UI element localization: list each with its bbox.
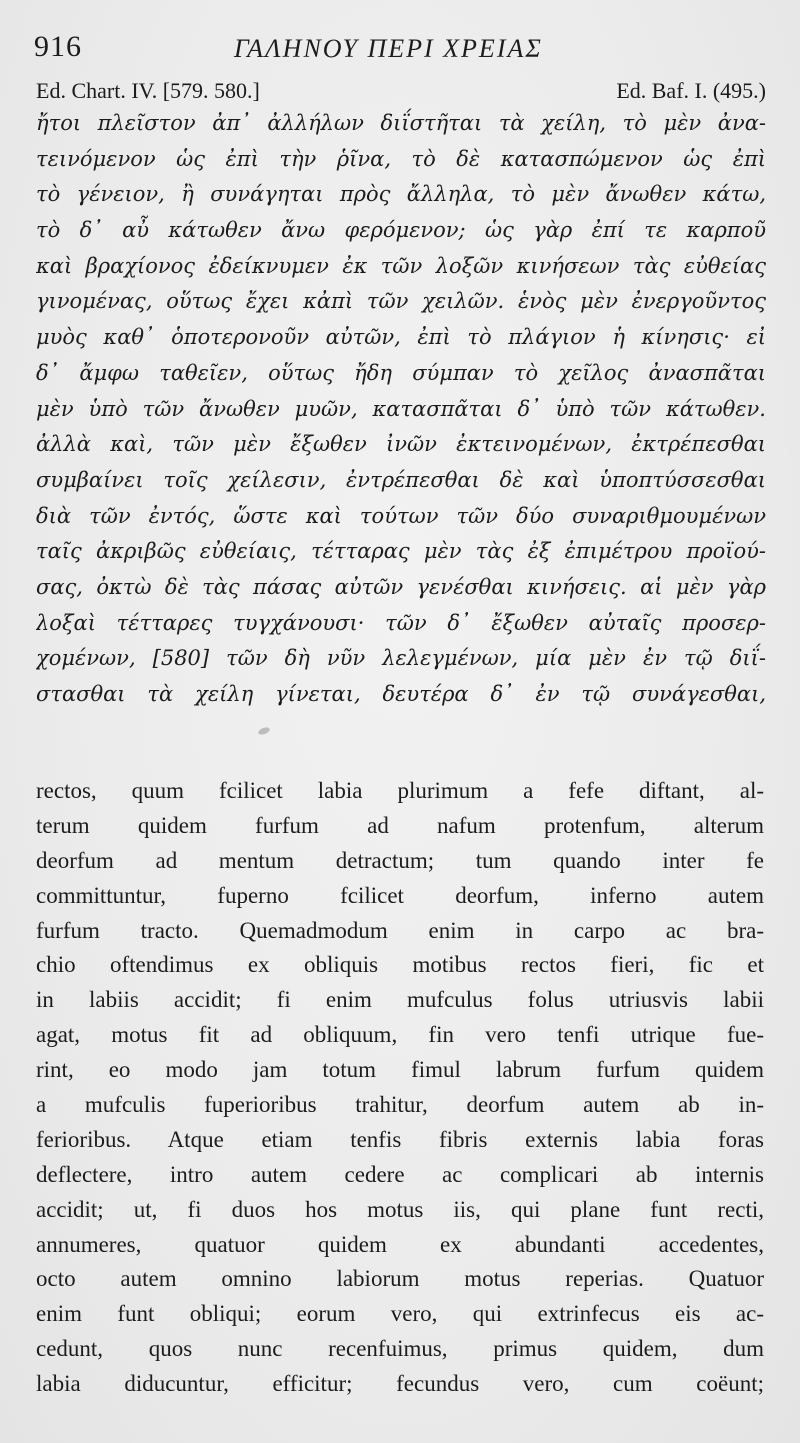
greek-line: ἀλλὰ καὶ, τῶν μὲν ἔξωθεν ἰνῶν ἐκτεινομένων, ἐκτρέπεσθαι [36,432,766,457]
latin-line: rint, eo modo jam totum fimul labrum furfum quidem [36,1057,764,1083]
greek-text-block [36,106,766,713]
page-header [34,30,766,70]
latin-line: deorfum ad mentum detractum; tum quando inter fe [36,847,764,873]
edition-chart-reference: Ed. Chart. IV. [579. 580.] [36,78,260,103]
latin-line: deflectere, intro autem cedere ac complicari ab internis [36,1161,764,1187]
latin-line: cedunt, quos nunc recenfuimus, primus quidem, dum [36,1336,764,1362]
latin-line: enim funt obliqui; eorum vero, qui extrinfecus eis ac- [36,1301,764,1327]
greek-line: τὸ δ᾽ αὖ κάτωθεν ἄνω φερόμενον; ὡς γὰρ ἐπί τε καρποῦ [36,218,766,243]
latin-line: labia diducuntur, efficitur; fecundus vero, cum coëunt; [36,1371,764,1397]
greek-line: ταῖς ἀκριβῶς εὐθείαις, τέτταρας μὲν τὰς ἐξ ἐπιμέτρου προϊού- [36,539,766,564]
latin-line: accidit; ut, fi duos hos motus iis, qui plane funt recti, [36,1196,764,1222]
greek-line: σας, ὀκτὼ δὲ τὰς πάσας αὐτῶν γενέσθαι κινήσεις. αἱ μὲν γὰρ [36,574,766,599]
greek-line: ἤτοι πλεῖστον ἀπ᾽ ἀλλήλων διΐστῆται τὰ χείλη, τὸ μὲν ἀνα- [36,111,766,135]
latin-line: committuntur, fuperno fcilicet deorfum, inferno autem [36,882,764,908]
latin-line: a mufculis fuperioribus trahitur, deorfum autem ab in- [36,1092,764,1118]
edition-basel-reference: Ed. Baf. I. (495.) [616,78,766,103]
greek-line: λοξαὶ τέτταρες τυγχάνουσι· τῶν δ᾽ ἔξωθεν αὐταῖς προσερ- [36,610,766,635]
latin-line: in labiis accidit; fi enim mufculus folus utriusvis labii [36,987,764,1013]
greek-line: χομένων, [580] τῶν δὴ νῦν λελεγμένων, μία μὲν ἐν τῷ διΐ- [36,646,766,671]
greek-line: μυὸς καθ᾽ ὁποτερονοῦν αὐτῶν, ἐπὶ τὸ πλάγιον ἡ κίνησις· εἰ [36,325,766,350]
edition-references [36,78,766,106]
page-number: 916 [34,30,82,63]
greek-line: τεινόμενον ὡς ἐπὶ τὴν ῥῖνα, τὸ δὲ κατασπώμενον ὡς ἐπὶ [36,146,766,171]
latin-line: terum quidem furfum ad nafum protenfum, alterum [36,812,764,838]
latin-line: ferioribus. Atque etiam tenfis fibris externis labia foras [36,1126,764,1152]
greek-line: γινομένας, οὕτως ἔχει κἀπὶ τῶν χειλῶν. ἑνὸς μὲν ἐνεργοῦντος [36,289,766,314]
latin-line: octo autem omnino labiorum motus reperias. Quatuor [36,1266,764,1292]
latin-text-block [36,774,764,1402]
latin-line: furfum tracto. Quemadmodum enim in carpo ac bra- [36,917,764,943]
greek-line: μὲν ὑπὸ τῶν ἄνωθεν μυῶν, κατασπᾶται δ᾽ ὑπὸ τῶν κάτωθεν. [36,396,766,421]
latin-line: annumeres, quatuor quidem ex abundanti accedentes, [36,1231,764,1257]
greek-line: καὶ βραχίονος ἐδείκνυμεν ἐκ τῶν λοξῶν κινήσεων τὰς εὐθείας [36,253,766,278]
greek-line: διὰ τῶν ἐντός, ὥστε καὶ τούτων τῶν δύο συναριθμουμένων [36,503,766,528]
greek-line: τὸ γένειον, ἢ συνάγηται πρὸς ἄλληλα, τὸ μὲν ἄνωθεν κάτω, [36,182,766,207]
latin-line: agat, motus fit ad obliquum, fin vero tenfi utrique fue- [36,1022,764,1048]
latin-line: rectos, quum fcilicet labia plurimum a fefe diftant, al- [36,778,764,803]
latin-line: chio oftendimus ex obliquis motibus rectos fieri, fic et [36,952,764,978]
ink-smudge [257,726,270,736]
running-title: ΓΑΛΗΝΟΥ ΠΕΡΙ ΧΡΕΙΑΣ [234,34,543,63]
greek-line: συμβαίνει τοῖς χείλεσιν, ἐντρέπεσθαι δὲ καὶ ὑποπτύσσεσθαι [36,467,766,492]
greek-line: δ᾽ ἄμφω ταθεῖεν, οὕτως ἤδη σύμπαν τὸ χεῖλος ἀνασπᾶται [36,360,766,385]
greek-line: στασθαι τὰ χείλη γίνεται, δευτέρα δ᾽ ἐν τῷ συνάγεσθαι, [36,682,766,706]
